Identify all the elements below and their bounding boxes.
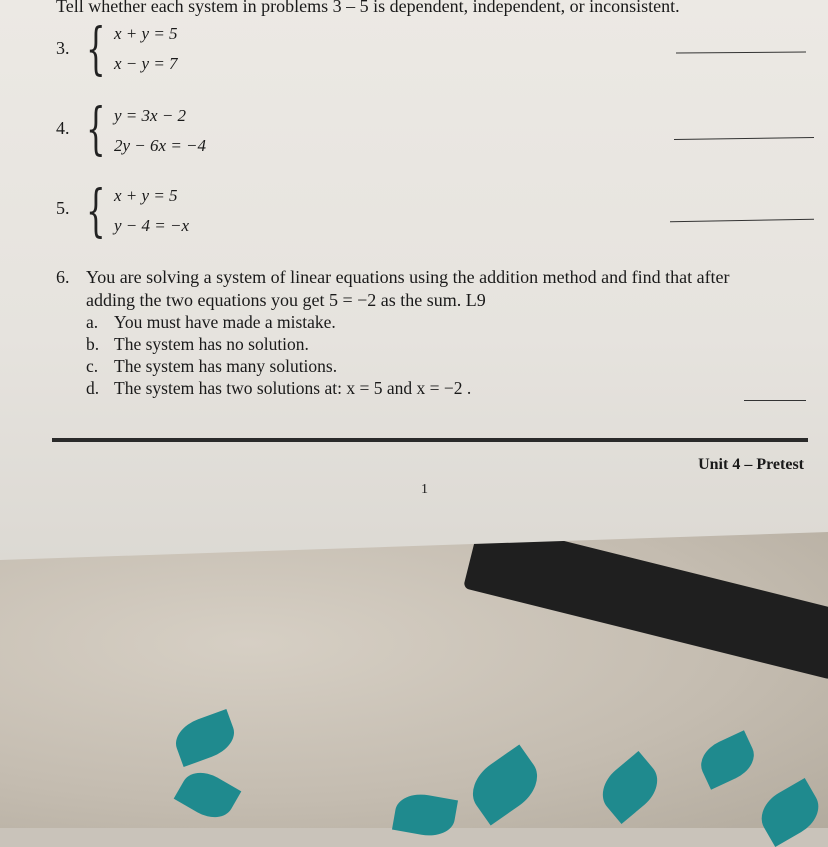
option-a-text: You must have made a mistake. [114,312,336,332]
footer-unit-title: Unit 4 – Pretest [698,456,804,473]
background-fabric [0,520,828,828]
problem-3-equation-1: x + y = 5 [114,24,178,43]
problem-4-equation-1: y = 3x − 2 [114,106,187,125]
option-b-text: The system has no solution. [114,334,309,354]
option-d-text: The system has two solutions at: x = 5 and x = −2 . [114,378,472,398]
problem-4-brace: { [86,97,106,162]
option-c-text: The system has many solutions. [114,356,338,376]
option-a-letter: a. [86,312,99,332]
option-c-letter: c. [86,356,99,376]
instructions: Tell whether each system in problems 3 – 5 is dependent, independent, or inconsistent. [56,0,680,16]
problem-3-brace: { [86,17,106,82]
problem-5-brace: { [86,179,106,244]
problem-3-number: 3. [56,38,70,58]
problem-5-equation-1: x + y = 5 [114,186,178,205]
question-6-answer-blank[interactable] [744,400,806,401]
problem-5-equation-2: y − 4 = −x [114,216,190,235]
problem-5-number: 5. [56,198,70,218]
option-b-letter: b. [86,334,100,354]
problem-3-equation-2: x − y = 7 [114,54,178,73]
question-6-text-line-1: You are solving a system of linear equations using the addition method and find that after [86,267,730,287]
option-d-letter: d. [86,378,100,398]
footer-rule [52,438,808,442]
problem-4-number: 4. [56,118,70,138]
question-6-number: 6. [56,267,70,287]
question-6-text-line-2: adding the two equations you get 5 = −2 as the sum. L9 [86,290,486,310]
problem-4-equation-2: 2y − 6x = −4 [114,136,207,155]
page-number: 1 [421,482,428,497]
